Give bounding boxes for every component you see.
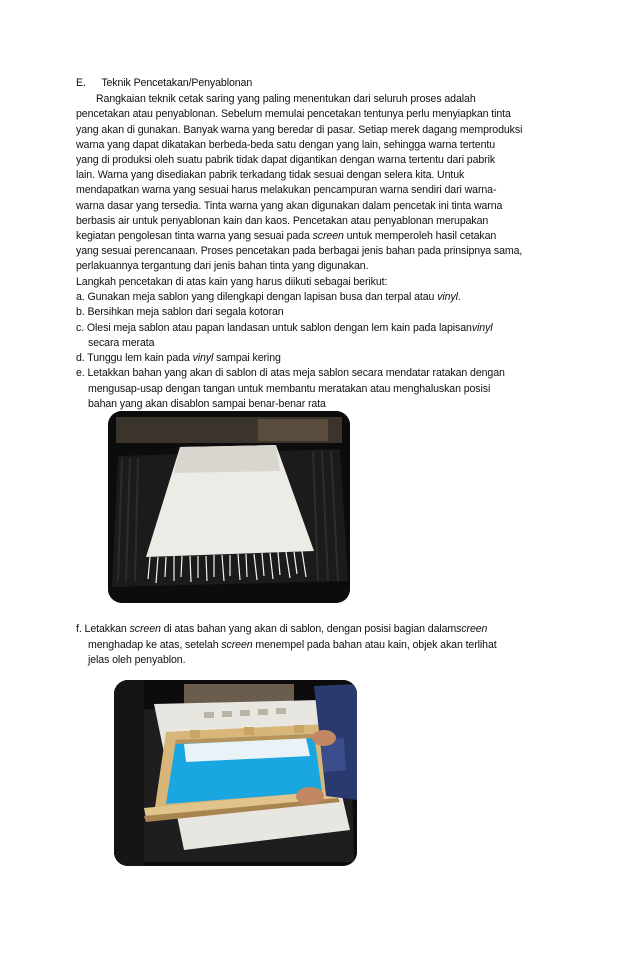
- paragraph-line: warna dasar yang tersedia. Tinta warna yang akan digunakan dalam pencetak ini tinta warna: [76, 200, 503, 212]
- section-heading: [76, 76, 252, 90]
- paragraph-line: Langkah pencetakan di atas kain yang harus diikuti sebagai berikut:: [76, 276, 388, 288]
- paragraph-line: yang sesuai perencanaan. Proses pencetakan pada berbagai jenis bahan pada prinsipnya sama,: [76, 245, 523, 257]
- step-text: f. Letakkan: [76, 623, 127, 635]
- step-f: [76, 622, 487, 636]
- paragraph-line: berbasis air untuk penyablonan kain dan kaos. Pencetakan atau penyablonan merupakan: [76, 215, 489, 227]
- step-italic: screen: [221, 639, 253, 651]
- step-text: sampai kering: [216, 352, 281, 364]
- step-e: e. Letakkan bahan yang akan di sablon di atas meja sablon secara mendatar ratakan dengan: [76, 367, 505, 379]
- step-b: b. Bersihkan meja sablon dari segala kotoran: [76, 306, 284, 318]
- paragraph-line: perlakuannya tergantung dari jenis bahan tinta yang digunakan.: [76, 260, 369, 272]
- step-italic: screen: [456, 623, 488, 635]
- paragraph-line: [76, 229, 496, 243]
- step-text: di atas bahan yang akan di sablon, dengan posisi bagian dalam: [163, 623, 457, 635]
- heading-text: Teknik Pencetakan/Penyablonan: [101, 77, 253, 89]
- step-text: a. Gunakan meja sablon yang dilengkapi dengan lapisan busa dan terpal atau: [76, 291, 435, 303]
- paragraph-line: warna yang dapat dikatakan berbeda-beda satu dengan yang lain, sehingga warna tertentu: [76, 139, 495, 151]
- step-italic: screen: [129, 623, 161, 635]
- step-text: menghadap ke atas, setelah: [88, 639, 219, 651]
- paragraph-line: pencetakan atau penyablonan. Sebelum memulai pencetakan tentunya perlu menyiapkan tinta: [76, 108, 511, 120]
- paragraph-text: kegiatan pengolesan tinta warna yang sesuai pada: [76, 230, 310, 242]
- paragraph-text: untuk memperoleh hasil cetakan: [346, 230, 497, 242]
- step-e-continued: mengusap-usap dengan tangan untuk membantu meratakan atau menghaluskan posisi: [88, 383, 491, 395]
- photo-screen-frame: [114, 680, 357, 866]
- step-text: menempel pada bahan atau kain, objek akan terlihat: [255, 639, 497, 651]
- paragraph-line: mendapatkan warna yang sesuai harus melakukan pencampuran warna sendiri dari warna-: [76, 184, 497, 196]
- step-c: [76, 321, 493, 335]
- photo-fringed-cloth-on-table-icon: [108, 411, 350, 603]
- step-a: [76, 290, 461, 304]
- step-italic: vinyl: [192, 352, 214, 364]
- paragraph-line: yang akan di gunakan. Banyak warna yang beredar di pasar. Setiap merek dagang memproduksi: [76, 124, 523, 136]
- step-text: .: [457, 291, 461, 303]
- step-text: c. Olesi meja sablon atau papan landasan untuk sablon dengan lem kain pada lapisan: [76, 322, 472, 334]
- step-c-continued: secara merata: [88, 337, 155, 349]
- paragraph-italic: screen: [312, 230, 344, 242]
- step-f-continued: [88, 638, 497, 652]
- paragraph-line: Rangkaian teknik cetak saring yang paling menentukan dari seluruh proses adalah: [96, 93, 476, 105]
- heading-letter: E.: [76, 77, 86, 89]
- step-e-continued: bahan yang akan disablon sampai benar-benar rata: [88, 398, 326, 410]
- step-italic: vinyl: [471, 322, 493, 334]
- photo-fringed-cloth: [108, 411, 350, 603]
- step-f-continued: jelas oleh penyablon.: [88, 654, 186, 666]
- paragraph-line: yang di produksi oleh suatu pabrik tidak dapat digantikan dengan warna tertentu dari pabrik: [76, 154, 496, 166]
- step-text: d. Tunggu lem kain pada: [76, 352, 190, 364]
- step-d: [76, 351, 281, 365]
- paragraph-line: lain. Warna yang disediakan pabrik terkadang tidak sesuai dengan selera kita. Untuk: [76, 169, 465, 181]
- step-italic: vinyl: [437, 291, 458, 303]
- photo-screen-frame-on-cloth-icon: [114, 680, 357, 866]
